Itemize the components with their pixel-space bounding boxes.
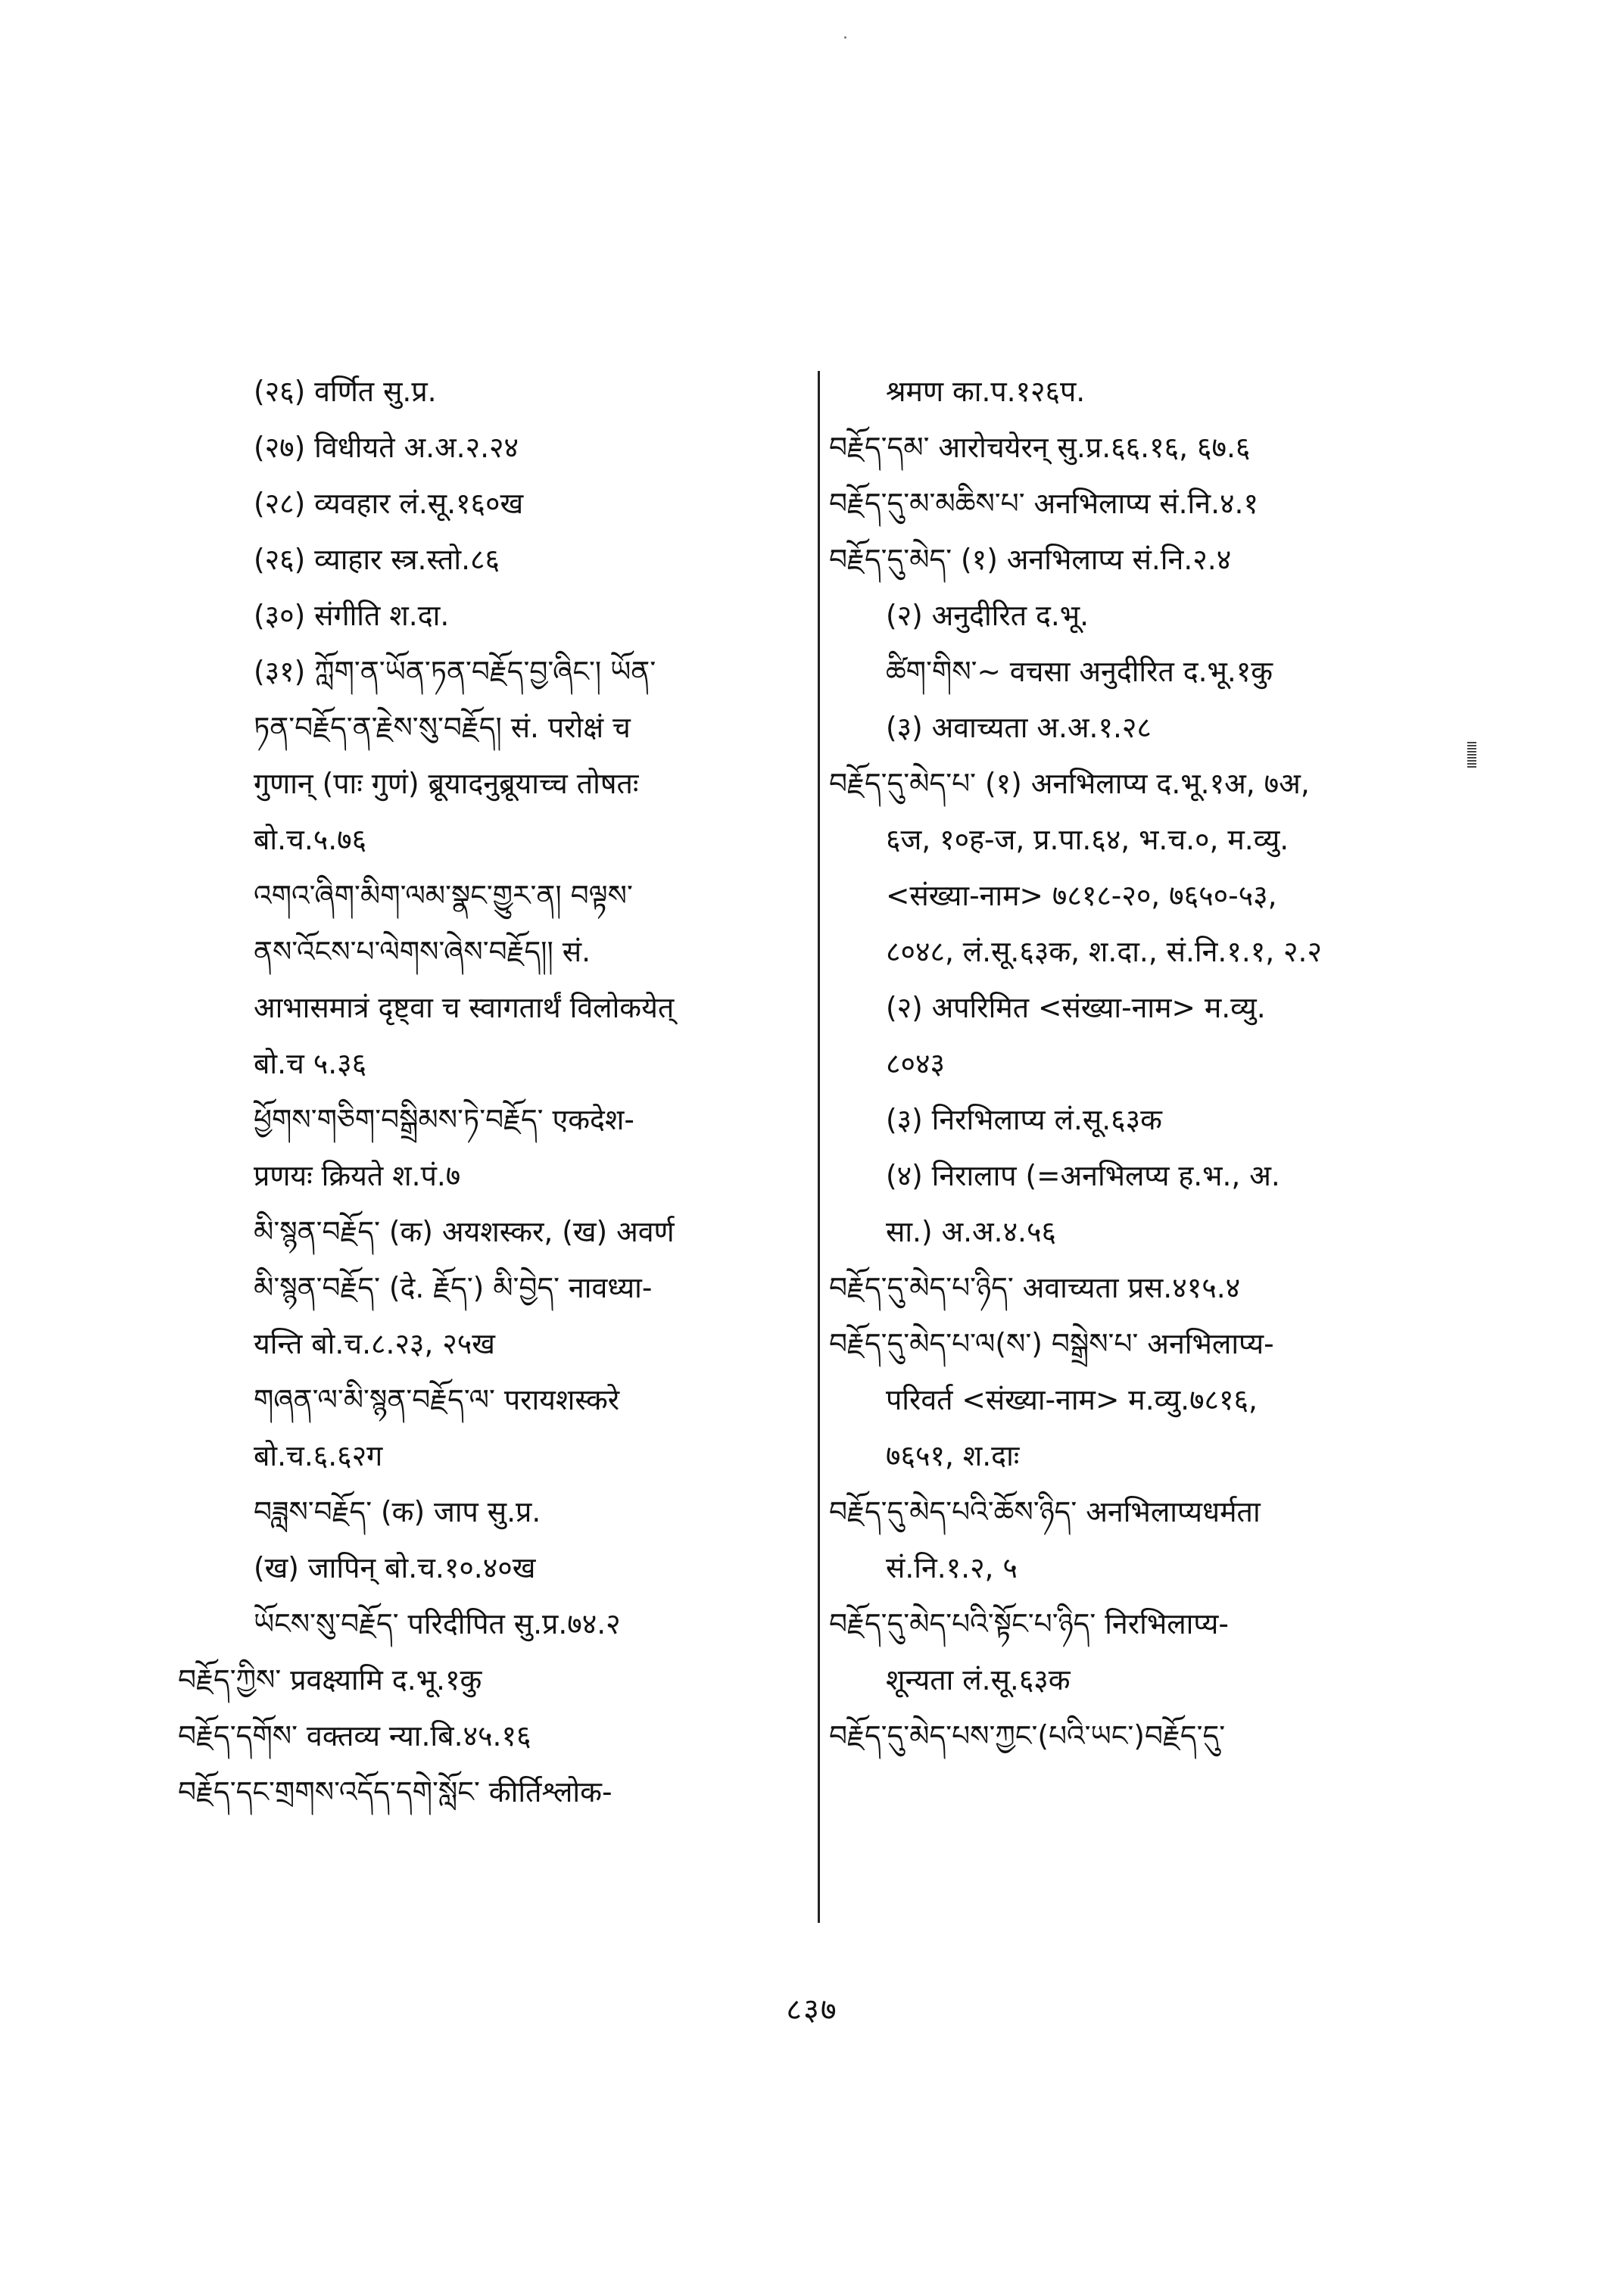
entry-line	[829, 1260, 1435, 1316]
entry-text: (२७) विधीयते अ.अ.२.२४	[254, 431, 519, 464]
entry-text: བརྗོད་དུ་མེད་ (१) अनभिलाप्य सं.नि.२.४	[829, 543, 1232, 576]
entry-line	[178, 1652, 814, 1708]
entry-line	[829, 812, 1435, 868]
entry-line	[829, 643, 1435, 699]
entry-text: श्रमण का.प.१२६प.	[886, 375, 1086, 408]
entry-line	[829, 1652, 1435, 1708]
entry-line	[829, 587, 1435, 643]
entry-text: བརྗོད་དགོས་ वक्तव्य न्या.बि.४५.१६	[178, 1719, 531, 1752]
entry-text: ཏན་བརྗོད་ན་རྗེས་སུ་བརྗོད། सं. परोक्षं च	[254, 711, 631, 744]
entry-line	[178, 868, 814, 924]
entry-line	[829, 1316, 1435, 1372]
entry-text: बो.च.६.६२ग	[254, 1439, 383, 1472]
entry-line	[178, 1204, 814, 1260]
entry-text: ཡོངས་སུ་བརྗོད་ परिदीपित सु.प्र.७४.२	[254, 1607, 621, 1640]
entry-text: ནས་འོངས་པ་ལེགས་ཞེས་བརྗོད།། सं.	[254, 935, 591, 968]
entry-line	[178, 643, 814, 699]
entry-line	[178, 363, 814, 419]
entry-text: यन्ति बो.च.८.२३, २५ख	[254, 1327, 495, 1360]
entry-text: བརྗོད་དུ་མེད་པའི་སྟོང་པ་ཉིད་ निरभिलाप्य-	[829, 1607, 1229, 1640]
margin-mark	[1467, 742, 1476, 769]
entry-line	[829, 1148, 1435, 1204]
entry-text: ६ज, १०ह-ज, प्र.पा.६४, भ.च.०, म.व्यु.	[886, 823, 1289, 856]
entry-line	[829, 699, 1435, 756]
entry-line	[178, 1148, 814, 1204]
entry-line	[829, 1372, 1435, 1428]
entry-text: བཟླས་བརྗོད་ (क) जाप सु.प्र.	[254, 1495, 541, 1528]
entry-text: बो.च ५.३६	[254, 1047, 367, 1080]
entry-text: བརྗོད་ཀྱིས་ प्रवक्ष्यामि द.भू.१कु	[178, 1663, 482, 1696]
entry-text: ཕྱོགས་གཅིག་བསྒྲིམས་ཏེ་བརྗོད་ एकदेश-	[254, 1103, 634, 1136]
entry-line	[829, 868, 1435, 924]
entry-text: བརྗོད་དུ་མེད་པ་ (१) अनभिलाप्य द.भू.१अ, ७अ,	[829, 767, 1310, 800]
entry-text: आभासमात्रं दृष्ट्वा च स्वागतार्थं विलोकयेत्	[254, 991, 675, 1024]
entry-line	[178, 419, 814, 475]
entry-text: མི་སྙན་བརྗོད་ (क) अयशस्कर, (ख) अवर्ण	[254, 1215, 675, 1248]
entry-text: བརྗོད་དུ་མེད་པའི་ཆོས་ཉིད་ अनभिलाप्यधर्मता	[829, 1495, 1261, 1528]
entry-line	[178, 1036, 814, 1092]
entry-line	[829, 1540, 1435, 1596]
entry-line	[178, 812, 814, 868]
right-column	[829, 363, 1435, 1764]
left-column	[178, 363, 814, 1820]
entry-text: बो.च.५.७६	[254, 823, 367, 856]
entry-text: (३) अवाच्यता अ.अ.१.२८	[886, 711, 1152, 744]
entry-text: (२६) वर्णित सु.प्र.	[254, 375, 437, 408]
entry-text: शून्यता लं.सू.६३क	[886, 1663, 1071, 1696]
entry-text: (३) निरभिलाप्य लं.सू.६३क	[886, 1103, 1162, 1136]
entry-line	[829, 1036, 1435, 1092]
entry-line	[178, 1764, 814, 1820]
entry-text: (२) अनुदीरित द.भू.	[886, 599, 1089, 632]
entry-text: (ख) जापिन् बो.च.१०.४०ख	[254, 1551, 536, 1584]
entry-line	[178, 1260, 814, 1316]
entry-line	[829, 419, 1435, 475]
entry-line	[829, 1708, 1435, 1764]
entry-text: མི་སྙན་བརྗོད་ (दे. རྗོད་) མི་བྱེད་ नावध्या-	[254, 1271, 653, 1304]
entry-text: (४) निरालाप (=अनभिलप्य ह.भ., अ.	[886, 1159, 1280, 1192]
entry-line	[178, 1092, 814, 1148]
entry-line	[178, 1540, 814, 1596]
entry-text: བརྗོད་དུ་མེད་པ་ཉིད་ अवाच्यता प्रस.४१५.४	[829, 1271, 1241, 1304]
entry-text: सं.नि.१.२, ५	[886, 1551, 1018, 1584]
entry-text: (२) अपरिमित <संख्या-नाम> म.व्यु.	[886, 991, 1266, 1024]
entry-line	[829, 980, 1435, 1036]
entry-line	[178, 756, 814, 812]
entry-line	[178, 980, 814, 1036]
entry-line	[178, 699, 814, 756]
entry-text: प्रणयः क्रियते श.पं.७	[254, 1159, 461, 1192]
entry-line	[178, 1708, 814, 1764]
entry-text: གཞན་ལ་མི་སྙན་བརྗོད་ལ་ परायशस्करे	[254, 1383, 620, 1416]
entry-text: (२६) व्याहार स्त्र.स्तो.८६	[254, 543, 500, 576]
entry-line	[178, 1372, 814, 1428]
entry-text: བརྗོད་དུ་མ་མཆིས་པ་ अनभिलाप्य सं.नि.४.१	[829, 487, 1258, 520]
entry-text: ८०४८, लं.सू.६३क, श.दा., सं.नि.१.१, २.२	[886, 935, 1322, 968]
entry-text: (२८) व्यवहार लं.सू.१६०ख	[254, 487, 524, 520]
entry-line	[829, 1484, 1435, 1540]
column-divider	[818, 371, 820, 1923]
entry-text: ७६५१, श.दाः	[886, 1439, 1020, 1472]
entry-text: བརྗོད་དང་གྲགས་འདོད་དགེ་སློང་ कीर्तिश्लोक-	[178, 1775, 613, 1809]
scan-speck	[844, 36, 846, 39]
entry-line	[829, 1204, 1435, 1260]
entry-line	[829, 1092, 1435, 1148]
entry-line	[829, 756, 1435, 812]
page-number: ८३७	[786, 1992, 838, 2027]
entry-line	[829, 475, 1435, 531]
entry-line	[829, 531, 1435, 587]
entry-text: འགའ་ཞིག་མིག་ལམ་སྣང་གྱུར་ན། བལྟས་	[254, 879, 633, 912]
entry-line	[829, 1428, 1435, 1484]
entry-line	[178, 531, 814, 587]
entry-text: བརྗོད་དུ་མེད་པས་ཀྱང་(པའི་ཡང་)བརྗོད་དུ་	[829, 1719, 1226, 1752]
entry-line	[178, 475, 814, 531]
entry-text: <संख्या-नाम> ७८१८-२०, ७६५०-५३,	[886, 879, 1277, 912]
entry-line	[178, 924, 814, 980]
entry-line	[178, 1316, 814, 1372]
entry-text: सा.) अ.अ.४.५६	[886, 1215, 1056, 1248]
entry-text: བརྗོད་དུ་མེད་པ་ལ(ས་) བསྒྲེས་པ་ अनभिलाप्य-	[829, 1327, 1274, 1360]
entry-line	[178, 1596, 814, 1652]
entry-text: བརྗོད་དམ་ आरोचयेरन् सु.प्र.६६.१६, ६७.६	[829, 431, 1251, 464]
entry-text: ८०४३	[886, 1047, 945, 1080]
entry-line	[829, 924, 1435, 980]
entry-line	[178, 587, 814, 643]
entry-text: ཚིག་གིས་~ वचसा अनुदीरित द.भू.१कु	[886, 655, 1273, 688]
entry-text: परिवर्त <संख्या-नाम> म.व्यु.७८१६,	[886, 1383, 1258, 1416]
entry-text: गुणान् (पाः गुणं) ब्रूयादनुब्रूयाच्च तोषतः	[254, 767, 639, 800]
entry-text: (३१) ཀློག་ན་ཡོན་ཏན་བརྗོད་བྱ་ཞིང་། ཡོན་	[254, 655, 656, 688]
entry-line	[178, 1484, 814, 1540]
entry-text: (३०) संगीति श.दा.	[254, 599, 450, 632]
entry-line	[178, 1428, 814, 1484]
entry-line	[829, 363, 1435, 419]
entry-line	[829, 1596, 1435, 1652]
